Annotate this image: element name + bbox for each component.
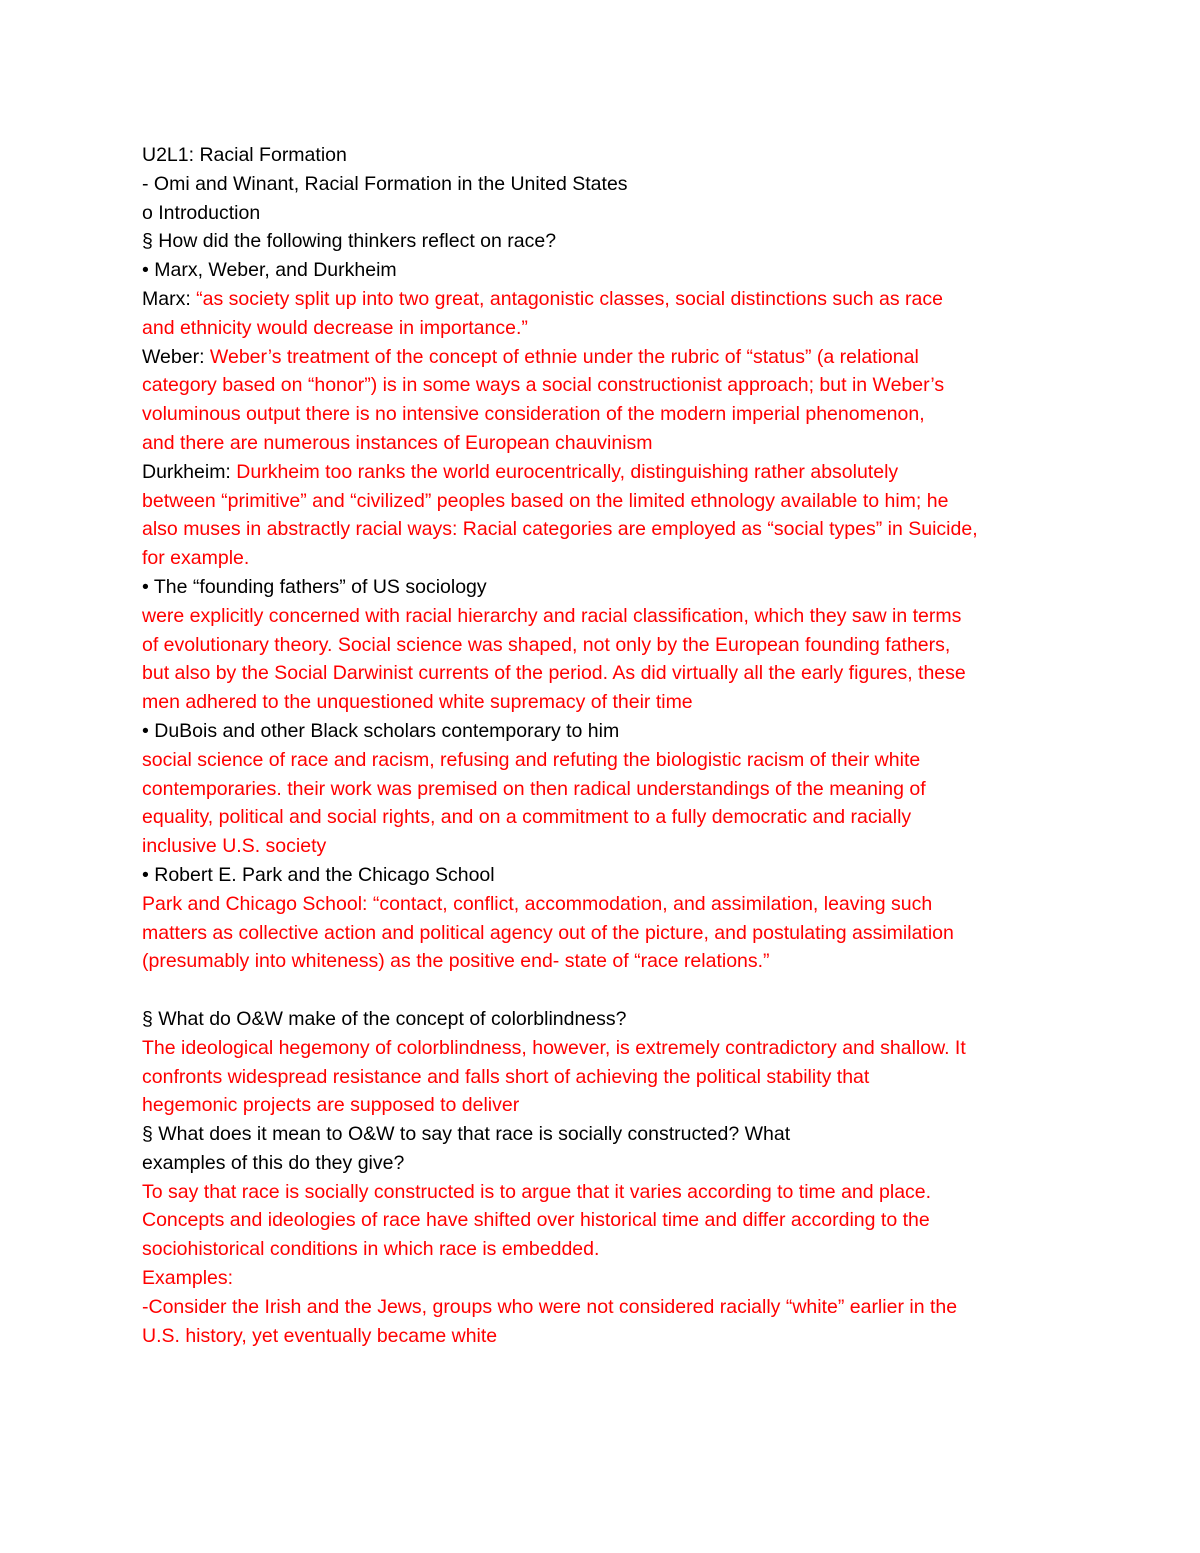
durkheim-answer-line: between “primitive” and “civilized” peoples based on the limited ethnology available to him; he — [142, 489, 949, 512]
park-answer-line: Park and Chicago School: “contact, conflict, accommodation, and assimilation, leaving such — [142, 892, 933, 915]
weber-answer-line: category based on “honor”) is in some ways a social constructionist approach; but in Weber’s — [142, 374, 945, 397]
durkheim-answer-line — [142, 458, 1072, 487]
question-2: § What do O&W make of the concept of colorblindness? — [142, 1007, 627, 1030]
colorblind-answer-line: hegemonic projects are supposed to deliver — [142, 1094, 520, 1117]
section-heading: o Introduction — [142, 201, 261, 224]
park-answer-line: matters as collective action and political agency out of the picture, and postulating assimilation — [142, 921, 954, 944]
durkheim-label: Durkheim: — [142, 460, 231, 483]
constructed-answer-line: U.S. history, yet eventually became white — [142, 1324, 498, 1347]
weber-answer-line: voluminous output there is no intensive consideration of the modern imperial phenomenon, — [142, 403, 925, 426]
dubois-answer-line: equality, political and social rights, and on a commitment to a fully democratic and racially — [142, 806, 912, 829]
bullet-founding-fathers: • The “founding fathers” of US sociology — [142, 575, 487, 598]
constructed-answer-line: Concepts and ideologies of race have shifted over historical time and differ according to the — [142, 1209, 930, 1232]
weber-label: Weber: — [142, 345, 205, 368]
marx-label: Marx: — [142, 287, 191, 310]
constructed-answer-line: To say that race is socially constructed is to argue that it varies according to time and place. — [142, 1180, 932, 1203]
question-3: § What does it mean to O&W to say that race is socially constructed? What — [142, 1123, 791, 1146]
question-3: examples of this do they give? — [142, 1151, 405, 1174]
blank-line — [142, 976, 1072, 1005]
durkheim-answer-line: for example. — [142, 547, 250, 570]
founding-answer-line: were explicitly concerned with racial hierarchy and racial classification, which they saw in terms — [142, 604, 962, 627]
dubois-answer-line: contemporaries. their work was premised on then radical understandings of the meaning of — [142, 777, 926, 800]
weber-answer-line — [142, 343, 1072, 372]
colorblind-answer-line: The ideological hegemony of colorblindness, however, is extremely contradictory and shallow. It — [142, 1036, 966, 1059]
question-1: § How did the following thinkers reflect on race? — [142, 230, 557, 253]
durkheim-answer-text: Durkheim too ranks the world eurocentrically, distinguishing rather absolutely — [230, 460, 899, 483]
colorblind-answer-line: confronts widespread resistance and falls short of achieving the political stability that — [142, 1065, 870, 1088]
examples-label: Examples: — [142, 1267, 234, 1290]
bullet-park-chicago: • Robert E. Park and the Chicago School — [142, 863, 495, 886]
weber-answer-line: and there are numerous instances of European chauvinism — [142, 431, 653, 454]
document-page — [142, 141, 1072, 1350]
founding-answer-line: but also by the Social Darwinist currents of the period. As did virtually all the early figures, these — [142, 662, 966, 685]
document-title: U2L1: Racial Formation — [142, 144, 347, 166]
constructed-answer-line: -Consider the Irish and the Jews, groups who were not considered racially “white” earlier in the — [142, 1295, 958, 1318]
marx-answer-text: “as society split up into two great, antagonistic classes, social distinctions such as race — [190, 287, 943, 310]
reading-reference: - Omi and Winant, Racial Formation in the United States — [142, 172, 628, 195]
constructed-answer-line: sociohistorical conditions in which race is embedded. — [142, 1238, 600, 1261]
dubois-answer-line: inclusive U.S. society — [142, 835, 327, 858]
dubois-answer-line: social science of race and racism, refusing and refuting the biologistic racism of their white — [142, 748, 921, 771]
founding-answer-line: men adhered to the unquestioned white supremacy of their time — [142, 691, 693, 714]
bullet-dubois: • DuBois and other Black scholars contemporary to him — [142, 719, 620, 742]
bullet-marx-weber-durkheim: • Marx, Weber, and Durkheim — [142, 259, 397, 282]
park-answer-line: (presumably into whiteness) as the positive end- state of “race relations.” — [142, 950, 770, 973]
marx-answer-line: and ethnicity would decrease in importance.” — [142, 316, 528, 339]
marx-answer-line — [142, 285, 1072, 314]
durkheim-answer-line: also muses in abstractly racial ways: Racial categories are employed as “social types” in Suicide, — [142, 518, 978, 541]
founding-answer-line: of evolutionary theory. Social science was shaped, not only by the European founding fathers, — [142, 633, 951, 656]
weber-answer-text: Weber’s treatment of the concept of ethnie under the rubric of “status” (a relational — [204, 345, 919, 368]
